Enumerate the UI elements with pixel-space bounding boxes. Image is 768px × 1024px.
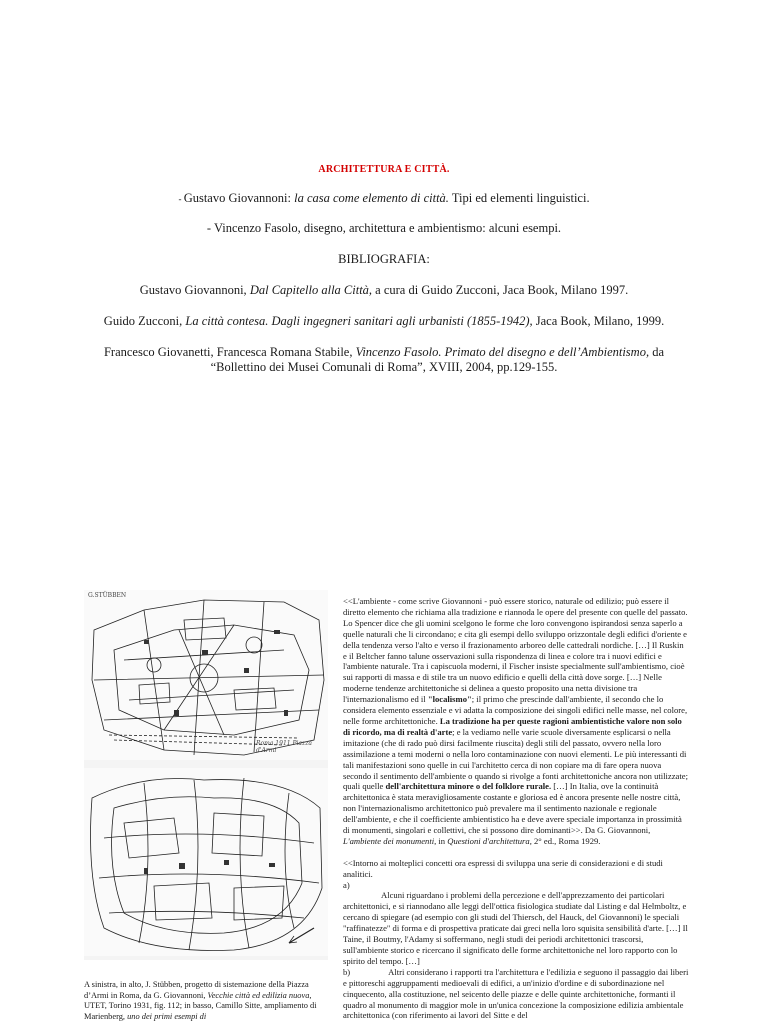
- subject-line-giovannoni: [0, 191, 768, 207]
- quote-paragraph-giovannoni: [343, 596, 689, 847]
- marienberg-plan-drawing: [84, 768, 328, 956]
- body-bold: dell'architettura minore o del folklore rurale.: [385, 781, 552, 792]
- subject-author: Gustavo Giovannoni:: [183, 191, 295, 205]
- body-text: ; e la vediamo nelle varie scuole diversamente esplicarsi o nella imitazione (che di rado può dirsi facilmente riuscita) degli stili del passato, ovvero nella loro assimilazione a temi moderni o nella loro contaminazione con nuovi elementi. Le più interessanti di tali manifestazioni sono quelle in cui l'architetto cerca di non copiare ma di fare opera nuova secondo il sentimento dell'ambiente o quando si rivolge a fonti architettoniche ancora non utilizzate; quali quelle: [343, 726, 688, 792]
- caption-text: A sinistra, in alto, J. Stübben, progetto di sistemazione della Piazza d’Armi in Roma, da G. Giovannoni,: [84, 980, 309, 1000]
- body-text: , 2° ed., Roma 1929.: [529, 835, 601, 846]
- list-item-a: [343, 880, 689, 967]
- bib-title: La città contesa. Dagli ingegneri sanitari agli urbanisti (1855-1942),: [185, 314, 533, 328]
- plan-tag: G.STÜBBEN: [88, 592, 127, 599]
- body-text: <<L'ambiente - come scrive Giovannoni - può essere storico, naturale od edilizio; può essere il diretto elemento che richiama alla tradizione e riannoda le opere del presente con quelle del passato. Lo Spencer dice che gli uomini scelgono le forme che loro convengono ispirandosi senza saperlo a quelle naturali che li circondano; e cita gli esempi dello sviluppo orizzontale degli edifici d'oriente e della tendenza verso l'alto e verso il frazionamento arboreo delle cattedrali nordiche. […] Il Ruskin e il Beltcher fanno talune osservazioni sulla rispondenza di linea e colore tra i nuovi edifici e l'ambiente naturale. Tra i capiscuola moderni, il Fischer insiste specialmente sull'ambientismo, cioè sui rapporti di massa e di stile tra un nuovo edificio e quelli della città dove sorge. […] Nelle moderne tendenze architettoniche si delinea a questo proposito una netta divisione tra l'internazionalismo ed il: [343, 596, 688, 705]
- list-marker: b): [343, 966, 351, 977]
- bib-author: Gustavo Giovannoni,: [139, 283, 250, 297]
- subject-rest: Tipi ed elementi linguistici.: [448, 191, 590, 205]
- piazza-armi-plan-drawing: [84, 590, 328, 760]
- bib-details-line2: “Bollettino dei Musei Comunali di Roma”, XVIII, 2004, pp.129-155.: [210, 360, 558, 374]
- caption-text: , UTET, Torino 1931, fig. 112; in basso, Camillo Sitte, ampliamento di Marienberg,: [84, 990, 317, 1021]
- caption-italic-title: Vecchie città ed edilizia nuova: [207, 990, 310, 1000]
- body-bold: "localismo": [427, 694, 472, 705]
- list-item-b: [343, 967, 689, 1022]
- list-text: Alcuni riguardano i problemi della percezione e dell'apprezzamento dei particolari architettonici, e si riannodano alle leggi dell'ottica fisiologica studiate dal Listing e dal Helmboltz, e cercano di spiegare (ad esempio con gli studi del Thiersch, del Hauck, del Giovannoni) le speciali "raffinatezze" di forma e di prospettiva praticate dai greci nella loro squisita sensibilità d'arte. […] Il Taine, il Boutmy, l'Adamy si soffermano, negli studi dei periodi architettonici trascorsi, sull'ambiente storico e ricercano il significato delle forme architettoniche nel loro rapporto con lo spirito del tempo. […]: [343, 890, 688, 966]
- paragraph-gap: [343, 847, 689, 858]
- plan-figures: [84, 590, 328, 960]
- bib-author: Francesco Giovanetti, Francesca Romana Stabile,: [103, 345, 356, 359]
- list-marker: a): [343, 879, 350, 890]
- piazza-armi-plan-image: [84, 590, 328, 760]
- bib-details: Jaca Book, Milano, 1999.: [532, 314, 665, 328]
- bib-author: Guido Zucconi,: [103, 314, 186, 328]
- bib-title: Vincenzo Fasolo. Primato del disegno e dell’Ambientismo,: [355, 345, 650, 359]
- marienberg-plan-image: [84, 768, 328, 956]
- bib-details: da: [649, 345, 665, 359]
- figure-caption: [84, 980, 328, 1022]
- body-text: ; il primo che prescinde dall'ambiente, il secondo che lo considera elemento essenziale e vi adatta la composizione dei singoli edifici nelle masse, nel colore, nelle forme architettoniche.: [343, 694, 688, 726]
- document-title: ARCHITETTURA E CITTÀ.: [318, 164, 450, 175]
- body-text: […] In Italia, ove la continuità architettonica è stata meravigliosamente costante e gloriosa ed è ancora presente nelle nostre città, non l'internazionalismo architettonico può prevalere ma il sentimento nazionale e regionale dell'ambiente, e che il coefficiente ambientistico ha e deve avere speciale importanza in prossimità di monumenti, singolari e collettivi, che si possono dire dominanti>>. Da G. Giovannoni,: [343, 781, 682, 836]
- bib-details: a cura di Guido Zucconi, Jaca Book, Milano 1997.: [372, 283, 629, 297]
- body-italic: Questioni d'architettura: [447, 835, 530, 846]
- body-bold: La tradizione ha per queste ragioni ambientistiche valore non solo di ricordo, ma di realtà d'arte: [343, 715, 682, 737]
- subject-line-fasolo: - Vincenzo Fasolo, disegno, architettura e ambientismo: alcuni esempi.: [206, 221, 562, 235]
- body-italic: L'ambiente dei monumenti: [343, 835, 435, 846]
- bibliography-heading: BIBLIOGRAFIA:: [338, 252, 430, 266]
- caption-italic-tail: uno dei primi esempi di: [127, 1011, 207, 1021]
- intro-paragraph: <<Intorno ai molteplici concetti ora espressi di sviluppa una serie di considerazioni e di studi analitici.: [343, 857, 663, 879]
- bib-title: Dal Capitello alla Città,: [249, 283, 373, 297]
- plan-caption-label: Roma 1911 Piazza d'Armi: [256, 740, 312, 754]
- body-text-column: [343, 596, 689, 1021]
- bibliography-entry-3: [0, 345, 768, 375]
- list-text: Altri considerano i rapporti tra l'architettura e l'edilizia e seguono il passaggio dai liberi e pittoreschi aggruppamenti medioevali di edifici, a un'inizio d'ordine e di subordinazione nel cinquecento, alla costituzione, nel seicento delle piazze e delle quinte architettoniche, formanti il quadro al monumento di maggior mole in un'unica concezione la composizione edilizia ambientale architettonica (con riferimento ai lavori del Sitte e del: [343, 966, 689, 1021]
- body-text: , in: [434, 835, 448, 846]
- subject-italic-title: la casa come elemento di città.: [294, 191, 449, 205]
- dash-bullet: -: [178, 194, 184, 204]
- bibliography-entry-2: [0, 314, 768, 329]
- bibliography-entry-1: [0, 283, 768, 298]
